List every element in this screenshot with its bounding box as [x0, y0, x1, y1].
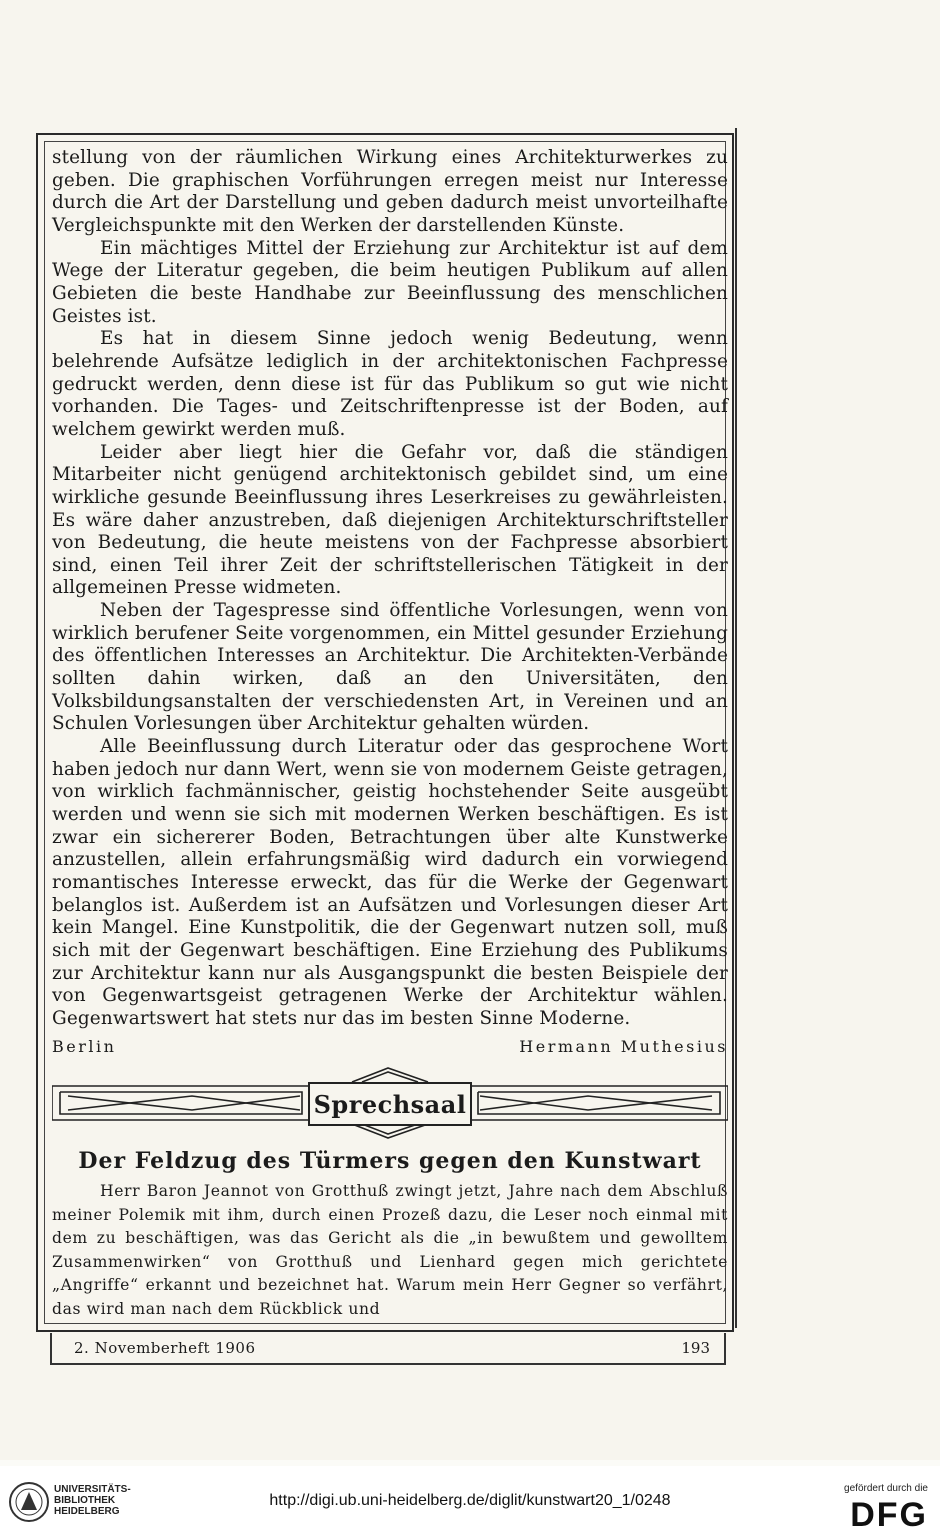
section-banner	[52, 1066, 728, 1140]
article-paragraph: Leider aber liegt hier die Gefahr vor, daß die ständigen Mitarbeiter nicht genügend architektonisch gebildet sind, um eine wirkliche gesunde Beeinflussung ihres Leserkreises zu gewährleisten. Es wäre daher anzustreben, daß diejenigen Architekturschriftsteller von Bedeutung, die heute meistens von der Fachpresse absorbiert sind, einen Teil ihrer Zeit der schriftstellerischen Tätigkeit in der allgemeinen Presse widmeten.	[52, 441, 728, 599]
section-label: Sprechsaal	[308, 1082, 472, 1126]
article-paragraph: Es hat in diesem Sinne jedoch wenig Bedeutung, wenn belehrende Aufsätze lediglich in der architektonischen Fachpresse gedruckt werden, denn diese ist für das Publikum so gut wie nicht vorhanden. Die Tages- und Zeitschriftenpresse ist der Boden, auf welchem gewirkt werden muß.	[52, 328, 728, 440]
funding-note: gefördert durch die	[844, 1483, 928, 1494]
section-paragraph: Herr Baron Jeannot von Grotthuß zwingt jetzt, Jahre nach dem Abschluß meiner Polemik mit ihm, durch einen Prozeß dazu, die Leser noch einmal mit dem zu beschäftigen, was das Gericht als die „in bewußtem und gewolltem Zusammenwirken“ von Grotthuß und Lienhard gegen mich gerichtete „Angriffe“ erkannt und bezeichnet hat. Warum mein Herr Gegner so verfährt, das wird man nach dem Rückblick und	[52, 1182, 728, 1318]
article-paragraph: Neben der Tagespresse sind öffentliche Vorlesungen, wenn von wirklich berufener Seite vorgenommen, ein Mittel gesunder Erziehung des öffentlichen Interesses an Architektur. Die Architekten-Verbände sollten dahin wirken, daß an den Universitäten, den Volksbildungsanstalten der verschiedensten Art, in Vereinen und an Schulen Vorlesungen über Architektur gehalten würden.	[52, 600, 728, 735]
section-body	[52, 1180, 728, 1321]
dfg-logo: DFG	[850, 1496, 928, 1534]
footer-page-number: 193	[681, 1339, 710, 1357]
footer-issue: 2. Novemberheft 1906	[74, 1339, 256, 1357]
signature-line	[52, 1037, 728, 1056]
library-name-line: HEIDELBERG	[54, 1506, 120, 1517]
article-paragraph: Alle Beeinflussung durch Literatur oder das gesprochene Wort haben jedoch nur dann Wert, wenn sie von modernem Geiste getragen, von wirklich fachmännischer, geistig hochstehender Seite ausgeübt werden und wenn sie sich mit modernen Werken beschäftigen. Es ist zwar ein sichererer Boden, Betrachtungen über alte Kunstwerke anzustellen, allein erfahrungsmäßig wird dadurch ein vorwiegend romantisches Interesse erweckt, das für die Werke der Gegenwart belanglos ist. Außerdem ist an Aufsätzen und Vorlesungen dieser Art kein Mangel. Eine Kunstpolitik, die der Gegenwart nutzen soll, muß sich mit der Gegenwart beschäftigen. Eine Erziehung des Publikums zur Architektur kann nur als Ausgangspunkt die besten Beispiele der von Gegenwartsgeist getragenen Werke der Architektur wählen. Gegenwartswert hat stets nur das im besten Sinne Moderne.	[52, 736, 728, 1029]
section-heading: Der Feldzug des Türmers gegen den Kunstwart	[78, 1148, 702, 1174]
article-body	[52, 147, 728, 1031]
library-name-line: BIBLIOTHEK	[54, 1495, 116, 1506]
signature-author: Hermann Muthesius	[519, 1037, 728, 1056]
library-name-line: UNIVERSITÄTS-	[54, 1484, 131, 1495]
frame-right-rule	[735, 128, 737, 1328]
source-url-link[interactable]: http://digi.ub.uni-heidelberg.de/diglit/kunstwart20_1/0248	[269, 1492, 671, 1509]
article-paragraph: stellung von der räumlichen Wirkung eines Architekturwerkes zu geben. Die graphischen Vorführungen erregen meist nur Interesse durch die Art der Darstellung und geben dadurch meist unvorteilhafte Vergleichspunkte mit den Werken der darstellenden Künste.	[52, 147, 728, 236]
article-paragraph: Ein mächtiges Mittel der Erziehung zur Architektur ist auf dem Wege der Literatur gegeben, die beim heutigen Publikum auf allen Gebieten die beste Handhabe zur Beeinflussung des menschlichen Geistes ist.	[52, 237, 728, 327]
signature-place: Berlin	[52, 1037, 117, 1056]
